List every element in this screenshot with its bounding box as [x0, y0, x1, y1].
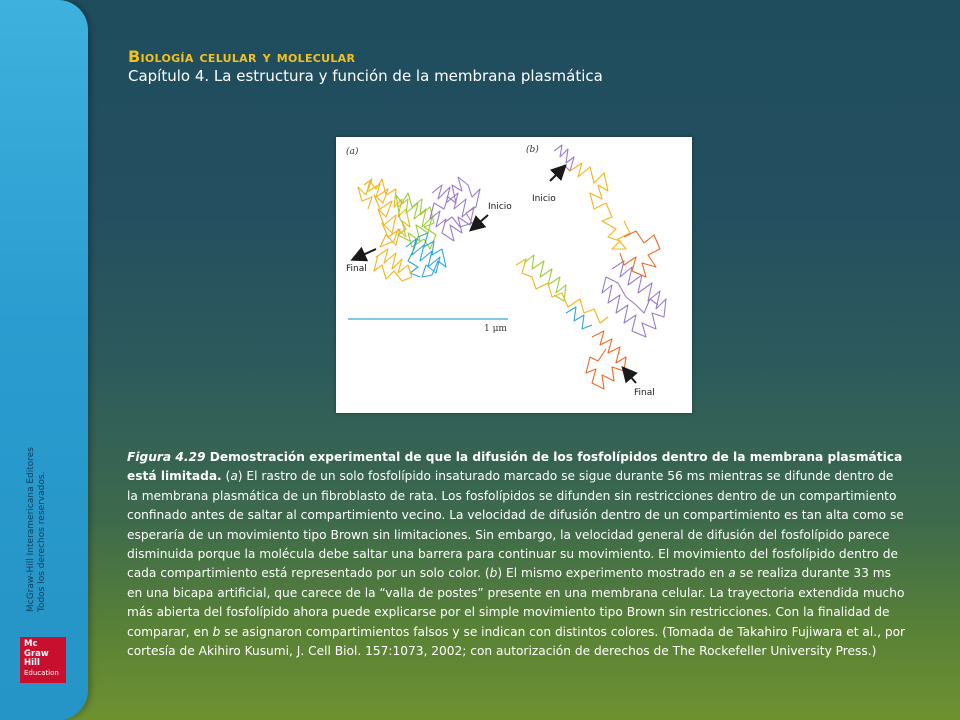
caption-text-2: ) El mismo experimento mostrado en — [497, 566, 729, 581]
panel-a-label: (a) — [346, 147, 359, 157]
label-inicio-a: Inicio — [488, 202, 512, 212]
panel-b-label: (b) — [526, 145, 539, 155]
copyright-notice — [26, 447, 48, 612]
figure-caption — [127, 448, 907, 661]
logo-line-mc: Mc — [24, 639, 38, 649]
caption-text-1: ) El rastro de un solo fosfolípido insaturado marcado se sigue durante 56 ms mientras se difunde dentro de la membrana plasmática de un fibroblasto de rata. Los fosfolípidos se difunden sin restricciones dentro de un compartimiento confinado antes de saltar al compartimiento vecino. La velocidad de difusión dentro de un compartimiento es tan alta como se esperaría de un movimiento tipo Brown sin limitaciones. Sin embargo, la velocidad general de difusión del fosfolípido parece disminuida porque la molécula debe saltar una barrera para continuar su movimiento. El movimiento del fosfolípido dentro de cada compartimiento está representado por un solo color. ( — [127, 469, 904, 581]
book-title: Biología celular y molecular — [128, 47, 356, 66]
caption-b-2: b — [212, 624, 221, 639]
caption-a-2: a — [728, 566, 736, 581]
label-inicio-b: Inicio — [532, 194, 556, 204]
trajectory-b-blue — [566, 307, 592, 329]
label-final-a: Final — [346, 264, 367, 274]
caption-text-4: se asignaron compartimientos falsos y se indican con distintos colores. (Tomada de Takahiro Fujiwara et al., por cortesía de Akihiro Kusumi, J. Cell Biol. 157:1073, 2002; con autorización de derechos de The Rockefeller University Press.) — [127, 624, 906, 659]
trajectory-b-orange — [586, 331, 626, 389]
trajectory-b-orange-upper — [620, 231, 660, 277]
diffusion-trajectories-figure — [336, 137, 692, 413]
label-final-b: Final — [634, 388, 655, 398]
caption-b: b — [489, 566, 498, 581]
logo-line-hill: Hill — [24, 658, 40, 668]
logo-line-graw: Graw — [24, 648, 49, 659]
rights-reserved: Todos los derechos reservados. — [37, 471, 47, 612]
caption-text-3: se realiza durante 33 ms en una bicapa artificial, que carece de la “valla de postes” presente en una membrana celular. La trayectoria extendida mucho más abierta del fosfolípido ahora puede explicarse por el simple movimiento tipo Brown sin restricciones. Con la finalidad de comparar, en — [127, 566, 905, 639]
mcgraw-hill-logo — [20, 637, 66, 683]
chapter-title: Capítulo 4. La estructura y función de la membrana plasmática — [128, 67, 603, 85]
trajectory-a — [358, 177, 480, 281]
slide-header — [128, 47, 928, 85]
sidebar — [0, 0, 88, 720]
logo-line-education: Education — [24, 668, 59, 677]
trajectory-a-purple — [430, 177, 480, 241]
scale-bar-label: 1 μm — [484, 324, 507, 334]
caption-a: a — [230, 469, 238, 484]
caption-open-a: ( — [221, 469, 231, 484]
trajectory-b-yellow-2 — [516, 259, 608, 323]
trajectory-b-yellow — [570, 163, 630, 249]
figure-4-29-image — [336, 137, 692, 413]
caption-figure-number: Figura 4.29 — [127, 450, 206, 464]
caption-lead: Demostración experimental de que la difusión de los fosfolípidos dentro de la membrana plasmática está limitada. — [127, 450, 903, 484]
trajectory-a-blue — [406, 233, 446, 277]
trajectory-a-yellow-2 — [374, 249, 412, 281]
trajectory-b — [516, 145, 666, 389]
publisher-credit: McGraw-Hill Interamericana Editores — [26, 447, 36, 612]
